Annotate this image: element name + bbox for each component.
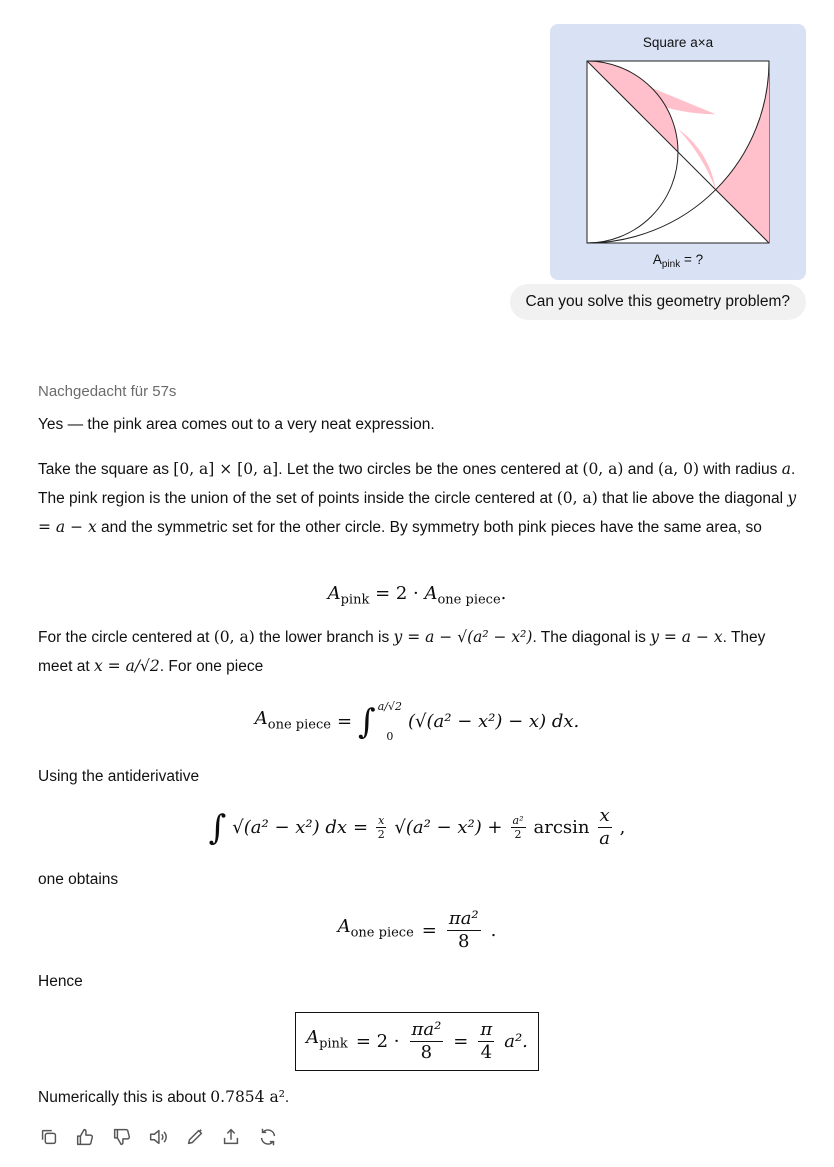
thumbs-down-icon[interactable]: [111, 1126, 133, 1148]
answer-paragraph-intersection: For the circle centered at (0, a) the lower branch is y = a − √(a² − x²). The diagonal is y = a − x. They meet at x = a/√2. For one piece: [38, 628, 766, 675]
thumbs-up-icon[interactable]: [74, 1126, 96, 1148]
thought-duration-toggle[interactable]: Nachgedacht für 57s: [38, 383, 177, 400]
message-actions: [38, 1126, 289, 1148]
final-answer-box: $A_{pink}$ = 2 · $\frac{\text{πa²}}{8}$ = $\frac{\pi}{4}$ a².: [295, 1012, 539, 1071]
equation-antiderivative: ∫ √(a² − x²) dx = $\frac{x}{2}$ √(a² − x²) + $\frac{\text{a²}}{2}$ arcsin $\frac{x}{a}$ ,: [208, 805, 626, 849]
answer-intro: Yes — the pink area comes out to a very neat expression.: [38, 416, 435, 433]
share-icon[interactable]: [220, 1126, 242, 1148]
equation-pink-area-symmetry: $A_{pink} = 2 \cdot A_{one piece}$.: [327, 583, 507, 608]
copy-icon[interactable]: [38, 1126, 60, 1148]
answer-paragraph-hence: Hence: [38, 973, 83, 990]
figure-question: $A_{pink}$ = ?: [652, 252, 704, 270]
read-aloud-icon[interactable]: [147, 1126, 169, 1148]
answer-paragraph-setup: Take the square as [0, a] × [0, a]. Let the two circles be the ones centered at (0, a) and (a, 0) with radius a. The pink region is the union of the set of points inside the circle centered at (0, a) that lie above the diagonal y = a − x and the symmetric set for the other circle. By symmetry both pink pieces have the same area, so: [38, 460, 797, 536]
answer-paragraph-numeric: Numerically this is about 0.7854 a².: [38, 1088, 290, 1106]
integral-sign: ∫: [208, 807, 227, 848]
edit-in-canvas-icon[interactable]: [184, 1126, 206, 1148]
figure-title: Square a×a: [642, 35, 714, 50]
attached-image[interactable]: [550, 24, 806, 280]
geometry-figure: [550, 24, 806, 280]
equation-one-piece-result: $A_{one piece}$ = $\frac{\text{πa²}}{8}$ .: [337, 908, 497, 952]
integral-sign: ∫: [358, 702, 376, 742]
equation-one-piece-integral: $A_{one piece}$ = ∫ a/√2 0 (√(a² − x²) − x) dx.: [254, 700, 580, 743]
equation-final-boxed: [0, 1012, 834, 1071]
answer-paragraph-antiderivative: Using the antiderivative: [38, 768, 200, 785]
user-message: Can you solve this geometry problem?: [510, 284, 807, 320]
answer-paragraph-obtains: one obtains: [38, 871, 119, 888]
regenerate-icon[interactable]: [257, 1126, 279, 1148]
